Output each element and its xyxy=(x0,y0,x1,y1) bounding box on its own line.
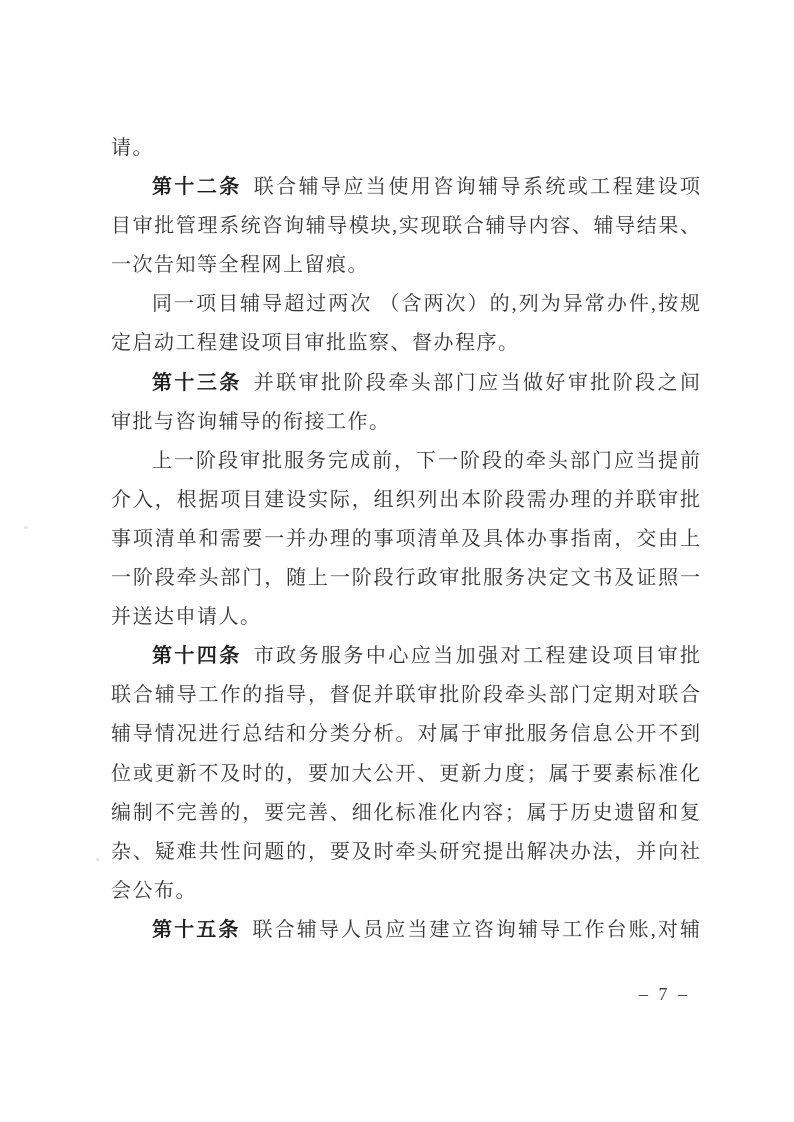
article-number: 第十五条 xyxy=(152,918,241,941)
line-text: 位或更新不及时的，要加大公开、更新力度；属于要素标准化 xyxy=(111,762,700,785)
line-text: 同一项目辅导超过两次 （含两次）的,列为异常办件,按规 xyxy=(152,293,700,316)
text-line xyxy=(111,755,700,794)
article-number: 第十四条 xyxy=(152,645,242,668)
line-text: 并送达申请人。 xyxy=(111,606,262,629)
line-text: 联合辅导工作的指导，督促并联审批阶段牵头部门定期对联合 xyxy=(111,684,700,707)
text-line xyxy=(111,598,700,637)
document-body xyxy=(111,129,700,950)
text-line xyxy=(111,794,700,833)
article-line xyxy=(111,364,700,403)
text-line xyxy=(111,833,700,872)
article-number: 第十三条 xyxy=(152,371,242,394)
line-text: 定启动工程建设项目审批监察、督办程序。 xyxy=(111,332,520,355)
article-line xyxy=(111,168,700,207)
text-line xyxy=(111,520,700,559)
text-line xyxy=(111,872,700,911)
text-line xyxy=(111,285,700,324)
line-text: 介入，根据项目建设实际，组织列出本阶段需办理的并联审批 xyxy=(111,488,700,511)
text-line xyxy=(111,481,700,520)
line-text: 并联审批阶段牵头部门应当做好审批阶段之间 xyxy=(253,371,700,394)
line-text: 请。 xyxy=(111,137,154,159)
line-text: 辅导情况进行总结和分类分析。对属于审批服务信息公开不到 xyxy=(111,723,700,746)
text-line xyxy=(111,715,700,754)
line-text: 市政务服务中心应当加强对工程建设项目审批 xyxy=(253,645,700,668)
line-text: 事项清单和需要一并办理的事项清单及具体办事指南，交由上 xyxy=(111,527,700,550)
article-line xyxy=(111,637,700,676)
text-line xyxy=(111,207,700,246)
text-line xyxy=(111,403,700,442)
article-number: 第十二条 xyxy=(152,176,242,199)
line-text: 一阶段牵头部门，随上一阶段行政审批服务决定文书及证照一 xyxy=(111,567,700,590)
line-text: 联合辅导人员应当建立咨询辅导工作台账,对辅 xyxy=(252,918,700,941)
page-number: – 7 – xyxy=(639,984,690,1004)
article-line xyxy=(111,911,700,950)
text-line xyxy=(111,129,700,168)
scan-speck xyxy=(24,526,28,529)
line-text: 会公布。 xyxy=(111,879,197,902)
text-line xyxy=(111,442,700,481)
line-text: 编制不完善的，要完善、细化标准化内容；属于历史遗留和复 xyxy=(111,801,700,824)
text-line xyxy=(111,324,700,363)
line-text: 杂、疑难共性问题的，要及时牵头研究提出解决办法，并向社 xyxy=(111,840,700,863)
scan-speck xyxy=(96,858,99,861)
line-text: 审批与咨询辅导的衔接工作。 xyxy=(111,410,391,433)
line-text: 一次告知等全程网上留痕。 xyxy=(111,254,369,277)
text-line xyxy=(111,246,700,285)
line-text: 目审批管理系统咨询辅导模块,实现联合辅导内容、辅导结果、 xyxy=(111,215,700,238)
text-line xyxy=(111,676,700,715)
line-text: 上一阶段审批服务完成前，下一阶段的牵头部门应当提前 xyxy=(152,449,700,472)
text-line xyxy=(111,559,700,598)
line-text: 联合辅导应当使用咨询辅导系统或工程建设项 xyxy=(253,176,700,199)
